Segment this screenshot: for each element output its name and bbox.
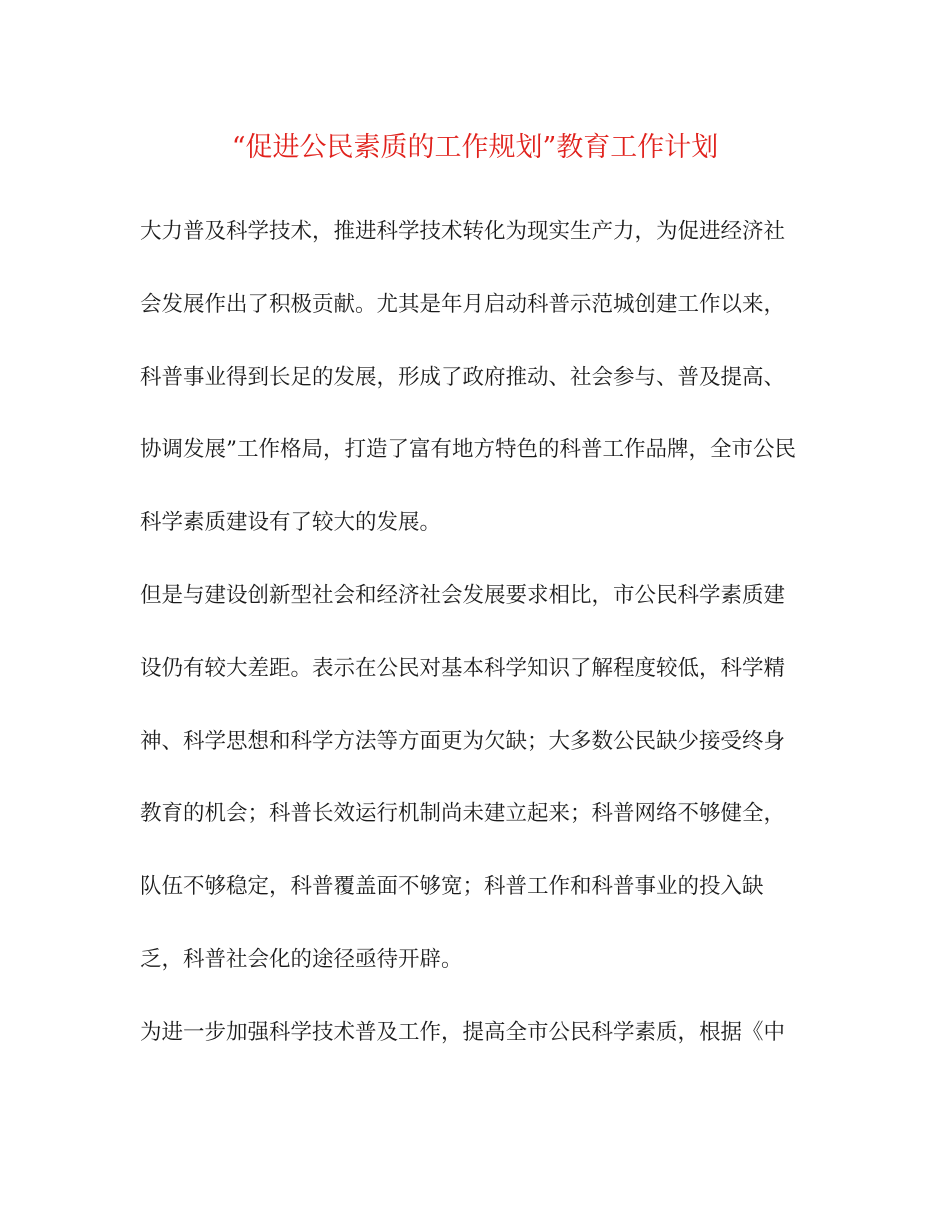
body-line: 教育的机会；科普长效运行机制尚未建立起来；科普网络不够健全， [140, 801, 786, 827]
body-line: 协调发展”工作格局，打造了富有地方特色的科普工作品牌，全市公民 [140, 437, 796, 463]
document-title: “促进公民素质的工作规划”教育工作计划 [231, 132, 719, 163]
body-line: 大力普及科学技术，推进科学技术转化为现实生产力，为促进经济社 [140, 219, 786, 244]
body-line: 乏，科普社会化的途径亟待开辟。 [140, 946, 463, 972]
body-line: 设仍有较大差距。表示在公民对基本科学知识了解程度较低，科学精 [140, 655, 786, 681]
body-line: 为进一步加强科学技术普及工作，提高全市公民科学素质，根据《中 [140, 1019, 786, 1045]
body-line: 神、科学思想和科学方法等方面更为欠缺；大多数公民缺少接受终身 [140, 728, 786, 754]
document-body [140, 212, 820, 1086]
body-line: 队伍不够稳定，科普覆盖面不够宽；科普工作和科普事业的投入缺 [140, 874, 764, 900]
body-line: 但是与建设创新型社会和经济社会发展要求相比，市公民科学素质建 [140, 582, 786, 608]
body-line: 科学素质建设有了较大的发展。 [140, 510, 442, 536]
body-line: 会发展作出了积极贡献。尤其是年月启动科普示范城创建工作以来， [140, 291, 786, 317]
body-line: 科普事业得到长足的发展，形成了政府推动、社会参与、普及提高、 [140, 364, 786, 390]
